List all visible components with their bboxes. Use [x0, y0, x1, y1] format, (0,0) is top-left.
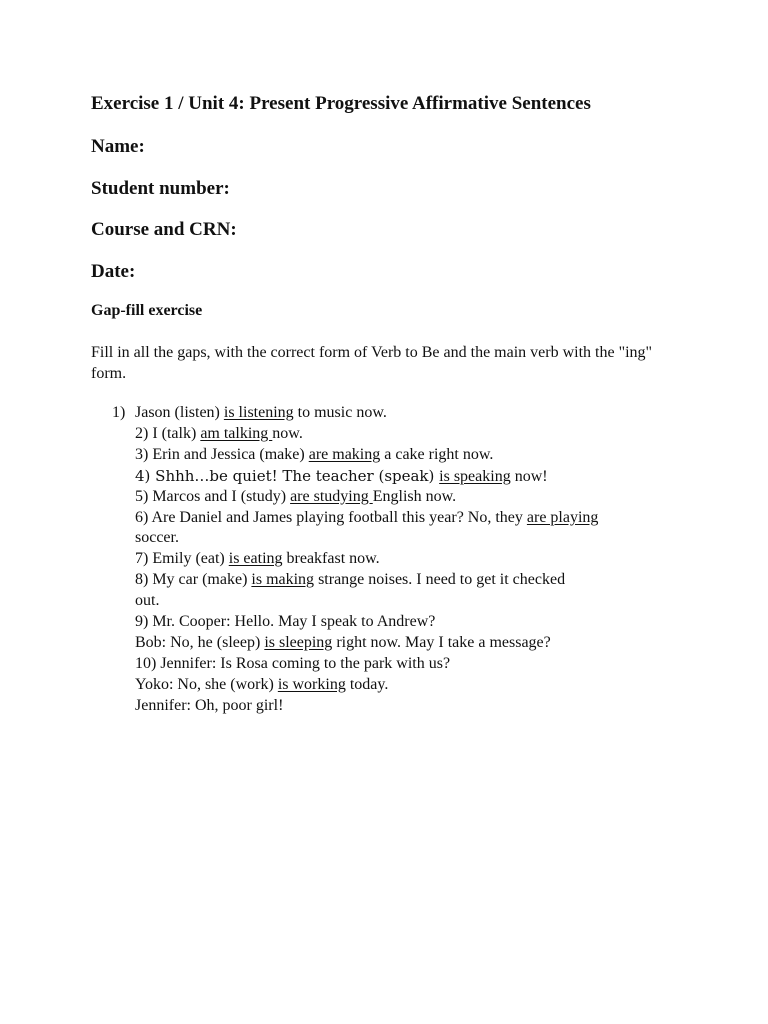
item-3-rest: a cake right now. — [380, 445, 494, 463]
item-2-answer: am talking — [200, 424, 273, 442]
list-item-continuation — [135, 696, 283, 717]
list-item — [135, 612, 435, 633]
name-label: Name: — [91, 136, 145, 157]
item-1-rest: to music now. — [293, 404, 387, 421]
item-3-prompt: 3) Erin and Jessica (make) — [135, 445, 309, 463]
list-item-continuation — [135, 675, 388, 696]
item-10-answer: is working — [277, 675, 346, 693]
item-9-prompt: Bob: No, he (sleep) — [135, 633, 265, 651]
list-item-continuation — [135, 528, 179, 549]
item-1-prompt: Jason (listen) — [135, 404, 224, 421]
page-title: Exercise 1 / Unit 4: Present Progressive Affirmative Sentences — [91, 93, 591, 114]
course-crn-label: Course and CRN: — [91, 219, 237, 240]
list-item — [135, 549, 380, 570]
item-8-rest: strange noises. I need to get it checked — [314, 571, 566, 589]
list-item — [135, 466, 548, 488]
item-4-answer: is speaking — [439, 467, 511, 485]
item-9-rest: right now. May I take a message? — [332, 633, 551, 651]
item-1-number: 1) — [112, 404, 126, 421]
item-7-prompt: 7) Emily (eat) — [135, 550, 229, 568]
item-1-answer: is listening — [223, 404, 294, 421]
item-7-rest: breakfast now. — [282, 550, 380, 568]
item-2-prompt: 2) I (talk) — [135, 424, 201, 442]
list-item — [135, 487, 456, 508]
list-item — [135, 654, 450, 675]
item-5-rest: English now. — [372, 487, 457, 505]
list-item — [135, 570, 565, 591]
student-number-label: Student number: — [91, 178, 230, 199]
item-5-prompt: 5) Marcos and I (study) — [135, 487, 291, 505]
list-item — [135, 508, 598, 529]
item-10-line1: 10) Jennifer: Is Rosa coming to the park with us? — [135, 654, 451, 672]
list-item-continuation — [135, 633, 551, 654]
item-10-line3: Jennifer: Oh, poor girl! — [135, 696, 284, 714]
item-10-rest: today. — [345, 675, 389, 693]
list-item — [135, 403, 387, 424]
item-10-prompt: Yoko: No, she (work) — [135, 675, 278, 693]
list-item — [135, 445, 493, 466]
instructions: Fill in all the gaps, with the correct form of Verb to Be and the main verb with the "ing" form. — [91, 344, 653, 382]
item-6-answer: are playing — [526, 508, 599, 526]
item-4-prompt: 4) Shhh…be quiet! The teacher (speak) — [135, 466, 440, 485]
item-3-answer: are making — [308, 445, 381, 463]
item-9-line1: 9) Mr. Cooper: Hello. May I speak to Andrew? — [135, 613, 436, 630]
date-label: Date: — [91, 261, 136, 282]
item-8-prompt: 8) My car (make) — [135, 571, 252, 589]
item-6-rest: soccer. — [135, 529, 179, 547]
item-7-answer: is eating — [228, 550, 283, 568]
item-8-answer: is making — [251, 571, 315, 589]
item-9-answer: is sleeping — [264, 633, 333, 651]
item-6-prompt: 6) Are Daniel and James playing football this year? No, they — [135, 508, 527, 526]
item-8-cont: out. — [135, 592, 160, 610]
item-2-rest: now. — [272, 424, 303, 442]
list-item — [135, 424, 303, 445]
section-subheading: Gap-fill exercise — [91, 302, 203, 319]
item-4-rest: now! — [510, 467, 548, 485]
item-5-answer: are studying — [290, 487, 373, 505]
list-item-continuation — [135, 591, 159, 612]
